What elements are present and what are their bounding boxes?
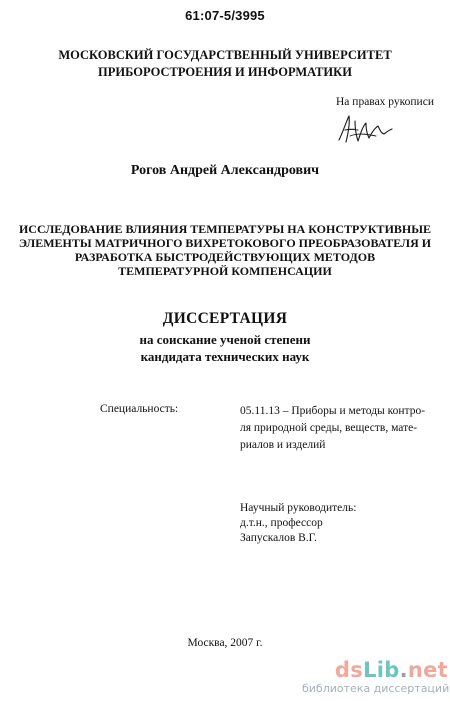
degree-statement <box>0 331 450 365</box>
watermark-dot: . <box>399 658 408 682</box>
specialty-label: Специальность: <box>100 403 179 415</box>
watermark-lib: Lib <box>363 658 400 682</box>
supervisor-line: д.т.н., профессор <box>240 517 323 529</box>
degree-line: кандидата технических наук <box>140 349 310 364</box>
specialty-value <box>240 403 432 454</box>
scientific-supervisor <box>240 501 432 546</box>
topic-line: ЭЛЕМЕНТЫ МАТРИЧНОГО ВИХРЕТОКОВОГО ПРЕОБРАЗОВАТЕЛЯ И <box>18 236 432 250</box>
watermark-ds: ds <box>334 658 364 682</box>
document-genre: ДИССЕРТАЦИЯ <box>162 310 288 327</box>
place-and-year: Москва, 2007 г. <box>187 637 263 649</box>
manuscript-rights-note: На правах рукописи <box>336 96 434 108</box>
university-name <box>0 47 450 81</box>
specialty-line: ля природной среды, веществ, мате- <box>240 422 418 434</box>
supervisor-line: Запускалов В.Г. <box>240 532 317 544</box>
topic-line: РАЗРАБОТКА БЫСТРОДЕЙСТВУЮЩИХ МЕТОДОВ <box>74 250 376 264</box>
specialty-line: риалов и изделий <box>240 439 326 451</box>
author-name: Рогов Андрей Александрович <box>130 163 320 178</box>
handwritten-signature-icon <box>336 112 396 146</box>
degree-line: на соискание ученой степени <box>139 332 311 347</box>
supervisor-line: Научный руководитель: <box>240 502 357 514</box>
document-number: 61:07-5/3995 <box>185 8 265 23</box>
topic-line: ИССЛЕДОВАНИЕ ВЛИЯНИЯ ТЕМПЕРАТУРЫ НА КОНСТРУКТИВНЫЕ <box>18 222 432 236</box>
university-line: МОСКОВСКИЙ ГОСУДАРСТВЕННЫЙ УНИВЕРСИТЕТ <box>58 48 392 62</box>
watermark-brand <box>302 659 448 681</box>
dslib-watermark <box>302 659 448 695</box>
watermark-net: net <box>407 658 448 682</box>
specialty-line: 05.11.13 – Приборы и методы контро- <box>240 405 426 417</box>
topic-line: ТЕМПЕРАТУРНОЙ КОМПЕНСАЦИИ <box>118 264 332 278</box>
watermark-tagline: библиотека диссертаций <box>302 682 450 695</box>
dissertation-topic <box>18 222 432 278</box>
university-line: ПРИБОРОСТРОЕНИЯ И ИНФОРМАТИКИ <box>98 65 352 79</box>
